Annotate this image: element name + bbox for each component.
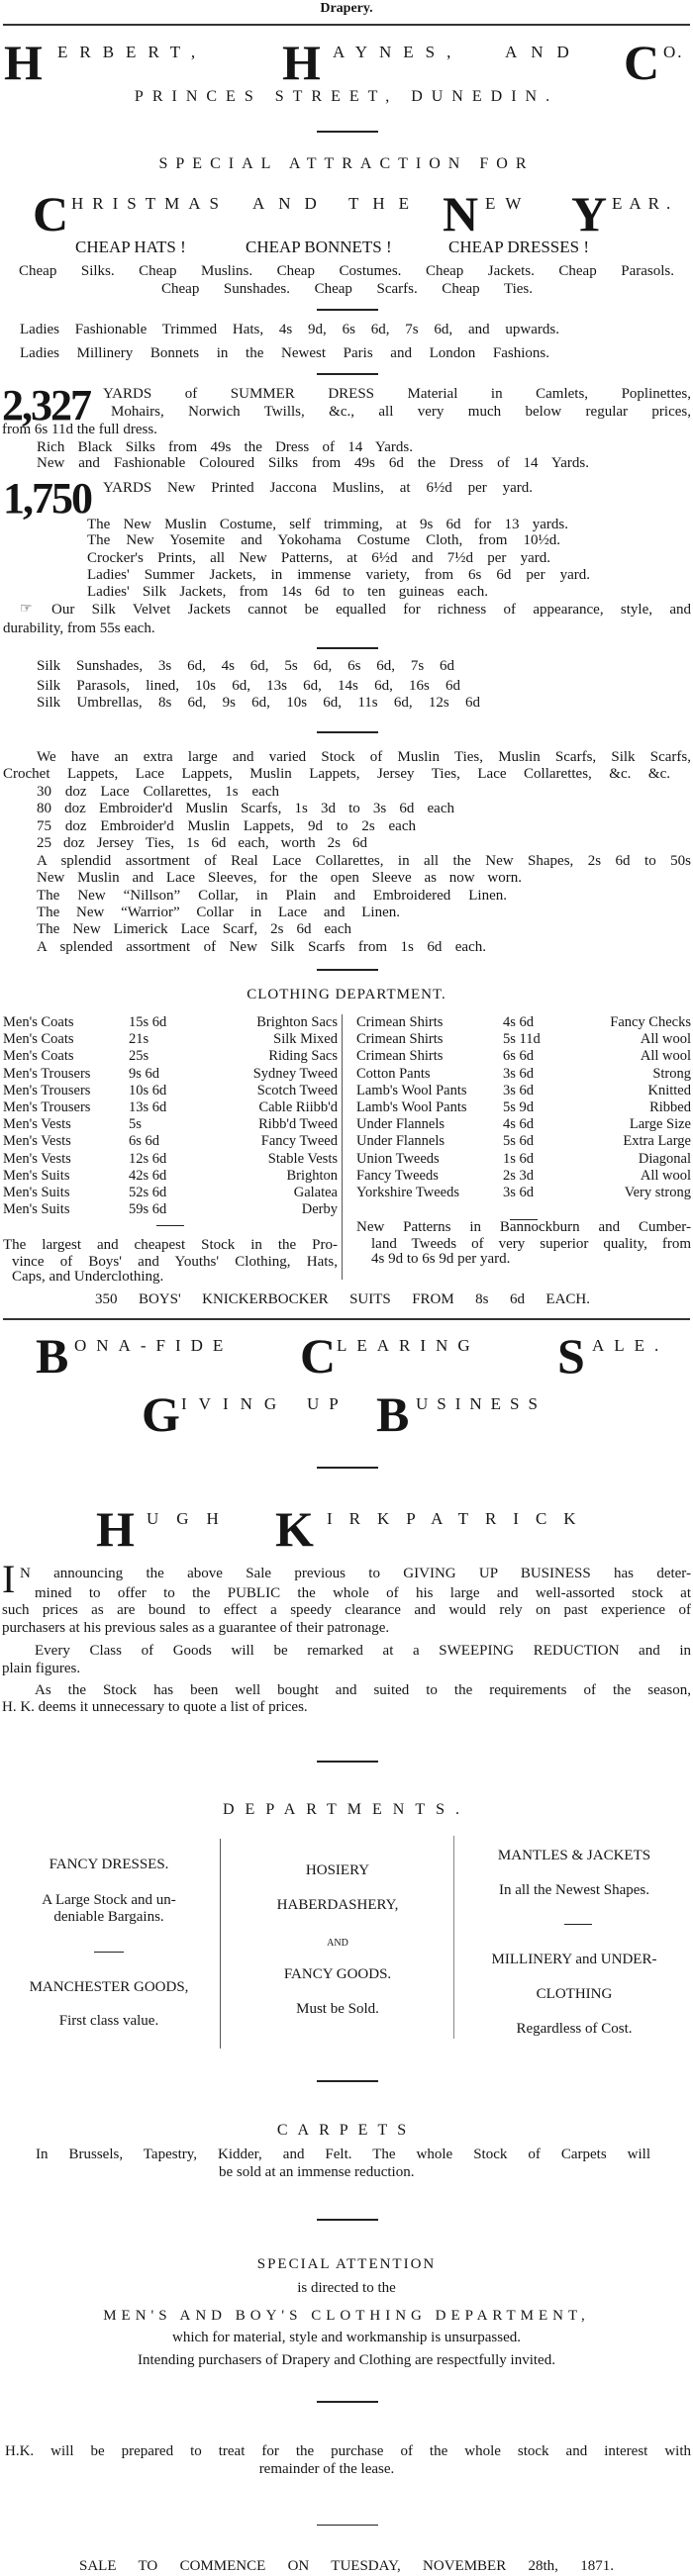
text-line: New Patterns in Bannockburn and Cumber- — [356, 1219, 691, 1235]
cheap-bonnets: CHEAP BONNETS ! — [246, 238, 392, 256]
list-item: The New “Warrior” Collar in Lace and Linen. — [37, 905, 400, 920]
item-description: Brighton Sacs — [256, 1014, 338, 1030]
sale-date: SALE TO COMMENCE ON TUESDAY, NOVEMBER 28th, 1871. — [79, 2558, 614, 2574]
item-name: Crimean Shirts — [356, 1048, 444, 1065]
text-line: We have an extra large and varied Stock of Muslin Ties, Muslin Scarfs, Silk Scarfs, — [37, 749, 691, 765]
initial: G — [142, 1386, 180, 1442]
item-name: Men's Trousers — [3, 1099, 91, 1115]
text-line: Caps, and Underclothing. — [12, 1269, 164, 1285]
item-price: 15s 6d — [129, 1014, 167, 1030]
dept-millinery: MILLINERY and UNDER- — [491, 1952, 657, 1967]
cheap-dresses: CHEAP DRESSES ! — [448, 238, 590, 256]
christmas-heading — [0, 186, 693, 244]
text-line: Crocker's Prints, all New Patterns, at 6½d and 7½d per yard. — [87, 550, 550, 566]
text-line: In Brussels, Tapestry, Kidder, and Felt. The whole Stock of Carpets will — [36, 2147, 650, 2162]
text-line: Silk Sunshades, 3s 6d, 4s 6d, 5s 6d, 6s 6d, 7s 6d — [37, 658, 454, 674]
special-attraction: SPECIAL ATTRACTION FOR — [158, 155, 535, 172]
knickerbocker-line: 350 BOYS' KNICKERBOCKER SUITS FROM 8s 6d EACH. — [95, 1291, 590, 1307]
text-line: MEN'S AND BOY'S CLOTHING DEPARTMENT, — [103, 2308, 590, 2324]
item-name: Fancy Tweeds — [356, 1167, 439, 1184]
initial: C — [300, 1328, 337, 1383]
text-line: Ladies Millinery Bonnets in the Newest Paris and London Fashions. — [20, 345, 549, 361]
item-name: Men's Trousers — [3, 1065, 91, 1082]
heading-word: UGH — [147, 1509, 237, 1528]
text-line: purchasers at his previous sales as a guarantee of their patronage. — [2, 1620, 390, 1636]
table-row — [3, 1201, 338, 1218]
item-name: Under Flannels — [356, 1133, 445, 1150]
text-line: YARDS New Printed Jaccona Muslins, at 6½d per yard. — [103, 480, 533, 496]
text-line: H.K. will be prepared to treat for the purchase of the whole stock and interest with — [5, 2443, 691, 2459]
table-row — [3, 1099, 338, 1116]
text-line: Ladies' Silk Jackets, from 14s 6d to ten guineas each. — [87, 584, 488, 600]
giving-up-business-heading — [0, 1386, 693, 1445]
text-line: is directed to the — [297, 2280, 396, 2296]
text-line: As the Stock has been well bought and suited to the requirements of the season, — [35, 1682, 691, 1698]
item-price: 25s — [129, 1048, 149, 1065]
item-description: Galatea — [293, 1185, 338, 1200]
item-description: Large Size — [629, 1116, 691, 1133]
initial: S — [557, 1328, 585, 1383]
divider — [317, 969, 378, 971]
heading-word: AND — [505, 43, 583, 61]
heading-word: ONA-FIDE — [74, 1336, 234, 1355]
divider — [3, 1318, 690, 1320]
heading-word: AND — [252, 194, 331, 213]
initial: K — [275, 1501, 314, 1557]
text-line: Regardless of Cost. — [516, 2021, 633, 2037]
text-line: 4s 9d to 6s 9d per yard. — [371, 1251, 511, 1267]
text-line: AND — [327, 1938, 348, 1949]
item-price: 4s 6d — [503, 1014, 535, 1030]
text-line: from 6s 11d the full dress. — [2, 422, 157, 437]
divider — [3, 24, 690, 26]
table-row — [3, 1116, 338, 1133]
item-name: Men's Coats — [3, 1014, 74, 1030]
item-price: 10s 6d — [129, 1082, 167, 1098]
text-line: Must be Sold. — [296, 2001, 379, 2017]
dept-manchester-goods: MANCHESTER GOODS, — [29, 1979, 189, 1995]
list-item: 25 doz Jersey Ties, 1s 6d each, worth 2s 6d — [37, 835, 367, 851]
divider — [317, 309, 378, 311]
text-line: Rich Black Silks from 49s the Dress of 14 Yards. — [37, 439, 413, 455]
item-description: All wool — [640, 1048, 691, 1065]
text-line: YARDS of SUMMER DRESS Material in Camlets, Poplinettes, — [103, 386, 691, 402]
departments-title: DEPARTMENTS. — [222, 1801, 471, 1818]
divider — [317, 731, 378, 733]
item-name: Men's Coats — [3, 1031, 74, 1048]
item-price: 2s 3d — [503, 1167, 535, 1184]
text-line: deniable Bargains. — [53, 1909, 164, 1925]
carpets-title: CARPETS — [276, 2122, 417, 2139]
cheap-hats: CHEAP HATS ! — [75, 238, 186, 256]
text-line: plain figures. — [2, 1661, 81, 1676]
item-price: 3s 6d — [503, 1185, 535, 1200]
heading-word: AYNES, — [333, 43, 463, 61]
table-row — [356, 1066, 691, 1083]
heading-word: O. — [663, 43, 684, 61]
item-price: 4s 6d — [503, 1116, 535, 1133]
list-item: A splendid assortment of Real Lace Collarettes, in all the New Shapes, 2s 6d to 50s — [37, 853, 691, 869]
item-description: Stable Vests — [267, 1150, 338, 1167]
item-price: 13s 6d — [129, 1099, 167, 1115]
item-name: Crimean Shirts — [356, 1031, 444, 1048]
table-row — [3, 1031, 338, 1048]
item-description: Cable Riibb'd — [258, 1099, 338, 1115]
table-row — [3, 1185, 338, 1201]
table-row — [356, 1031, 691, 1048]
table-row — [356, 1185, 691, 1201]
heading-word: EAR. — [612, 194, 678, 213]
item-description: Derby — [301, 1201, 338, 1218]
item-price: 52s 6d — [129, 1185, 167, 1200]
initial: C — [624, 35, 660, 90]
heading-word: LEARING — [337, 1336, 480, 1355]
heading-word: ERBERT, — [57, 43, 208, 61]
list-item: The New “Nillson” Collar, in Plain and Embroidered Linen. — [37, 888, 507, 904]
text-line: Silk Umbrellas, 8s 6d, 9s 6d, 10s 6d, 11s 6d, 12s 6d — [37, 695, 480, 711]
initial: H — [96, 1501, 135, 1557]
item-description: Ribb'd Tweed — [258, 1116, 338, 1133]
list-item: 75 doz Embroider'd Muslin Lappets, 9d to 2s each — [37, 818, 416, 834]
item-price: 9s 6d — [129, 1065, 160, 1082]
text-line: Ladies Fashionable Trimmed Hats, 4s 9d, 6s 6d, 7s 6d, and upwards. — [20, 322, 559, 337]
initial: Y — [571, 186, 608, 241]
table-row — [356, 1048, 691, 1065]
item-name: Men's Suits — [3, 1167, 70, 1184]
clothing-title: CLOTHING DEPARTMENT. — [247, 987, 446, 1002]
item-description: All wool — [640, 1167, 691, 1184]
text-line: New and Fashionable Coloured Silks from 49s 6d the Dress of 14 Yards. — [37, 455, 589, 471]
item-price: 5s 6d — [503, 1133, 535, 1150]
item-name: Men's Suits — [3, 1201, 70, 1218]
text-line: The New Yosemite and Yokohama Costume Cloth, from 10½d. — [87, 532, 560, 548]
item-price: 3s 6d — [503, 1065, 535, 1082]
list-item: 80 doz Embroider'd Muslin Scarfs, 1s 3d to 3s 6d each — [37, 801, 454, 816]
item-name: Crimean Shirts — [356, 1014, 444, 1030]
item-price: 5s 9d — [503, 1099, 535, 1115]
text-line: The New Muslin Costume, self trimming, at 9s 6d for 13 yards. — [87, 517, 568, 532]
initial: H — [4, 35, 43, 90]
table-row — [356, 1168, 691, 1185]
list-item: The New Limerick Lace Scarf, 2s 6d each — [37, 921, 351, 937]
initial: H — [282, 35, 321, 90]
heading-word: THE — [348, 194, 424, 213]
item-description: Extra Large — [623, 1133, 691, 1150]
text-line: H. K. deems it unnecessary to quote a list of prices. — [2, 1699, 308, 1715]
divider — [317, 2219, 378, 2221]
herbert-haynes-heading — [0, 35, 693, 93]
dept-fancy-dresses: FANCY DRESSES. — [49, 1857, 169, 1872]
heading-word: USINESS — [416, 1394, 546, 1413]
table-row — [3, 1151, 338, 1168]
item-price: 5s 11d — [503, 1031, 541, 1048]
item-description: Riding Sacs — [268, 1048, 338, 1065]
table-row — [356, 1116, 691, 1133]
heading-word: IVING — [181, 1394, 289, 1413]
text-line: Ladies' Summer Jackets, in immense variety, from 6s 6d per yard. — [87, 567, 590, 583]
text-line: which for material, style and workmanship is unsurpassed. — [171, 2330, 521, 2345]
text-line: Intending purchasers of Drapery and Clothing are respectfully invited. — [138, 2352, 555, 2368]
dept-fancy-goods: FANCY GOODS. — [283, 1966, 392, 1982]
list-item: 30 doz Lace Collarettes, 1s each — [37, 784, 279, 800]
table-row — [3, 1048, 338, 1065]
divider — [317, 1761, 378, 1763]
divider — [94, 1952, 124, 1953]
item-description: Very strong — [624, 1185, 691, 1200]
table-row — [3, 1083, 338, 1099]
list-item: A splended assortment of New Silk Scarfs from 1s 6d each. — [37, 939, 486, 955]
text-line: A Large Stock and un- — [42, 1892, 176, 1908]
table-row — [356, 1083, 691, 1099]
item-name: Men's Vests — [3, 1116, 71, 1133]
hugh-kirkpatrick-heading — [0, 1501, 693, 1560]
column-divider — [453, 1836, 454, 2039]
table-row — [356, 1151, 691, 1168]
item-description: Knitted — [647, 1082, 691, 1098]
table-row — [356, 1014, 691, 1031]
initial: B — [376, 1386, 410, 1442]
divider — [317, 2080, 378, 2082]
item-name: Men's Suits — [3, 1185, 70, 1200]
item-description: Fancy Checks — [610, 1014, 691, 1030]
table-row — [3, 1066, 338, 1083]
table-row — [3, 1133, 338, 1150]
text-line: N announcing the above Sale previous to GIVING UP BUSINESS has deter- — [20, 1566, 691, 1581]
cheap-line: Cheap Silks. Cheap Muslins. Cheap Costumes. Cheap Jackets. Cheap Parasols. — [19, 263, 674, 279]
divider — [317, 131, 378, 133]
item-name: Lamb's Wool Pants — [356, 1082, 467, 1098]
table-row — [356, 1099, 691, 1116]
dept-underclothing: CLOTHING — [536, 1986, 613, 2002]
item-price: 5s — [129, 1116, 142, 1133]
address: PRINCES STREET, DUNEDIN. — [134, 88, 559, 105]
divider — [317, 1467, 378, 1469]
heading-word: HRISTMAS — [71, 194, 228, 213]
muslin-yards-number: 1,750 — [3, 474, 91, 523]
text-line: vince of Boys' and Youths' Clothing, Hats, — [12, 1254, 338, 1270]
initial: B — [36, 1328, 69, 1383]
column-divider — [342, 1014, 343, 1280]
initial: N — [443, 186, 479, 241]
divider — [317, 373, 378, 375]
pointing-hand-icon: ☞ — [20, 602, 33, 617]
text-line: Our Silk Velvet Jackets cannot be equalled for richness of appearance, style, and — [51, 602, 691, 618]
item-name: Men's Vests — [3, 1133, 71, 1150]
item-name: Yorkshire Tweeds — [356, 1185, 459, 1200]
table-row — [3, 1014, 338, 1031]
item-description: All wool — [640, 1031, 691, 1048]
bona-fide-heading — [0, 1328, 693, 1386]
divider — [317, 2525, 378, 2526]
item-price: 3s 6d — [503, 1082, 535, 1098]
text-line: mined to offer to the PUBLIC the whole of his large and well-assorted stock at — [35, 1585, 691, 1601]
item-price: 59s 6d — [129, 1201, 167, 1218]
item-price: 21s — [129, 1031, 149, 1048]
heading-word: IRKPATRICK — [327, 1509, 593, 1528]
divider — [317, 647, 378, 649]
dept-mantles-jackets: MANTLES & JACKETS — [497, 1848, 651, 1863]
text-line: Silk Parasols, lined, 10s 6d, 13s 6d, 14s 6d, 16s 6d — [37, 678, 460, 694]
text-line: such prices as are bound to effect a speedy clearance and would rely on past experience of — [2, 1602, 691, 1618]
table-row — [356, 1133, 691, 1150]
text-line: Every Class of Goods will be remarked at a SWEEPING REDUCTION and in — [35, 1643, 691, 1659]
item-price: 6s 6d — [129, 1133, 160, 1150]
heading-word: ALE. — [592, 1336, 669, 1355]
text-line: First class value. — [58, 2013, 159, 2029]
item-name: Under Flannels — [356, 1116, 445, 1133]
text-line: The largest and cheapest Stock in the Pro- — [3, 1237, 338, 1253]
text-line: be sold at an immense reduction. — [219, 2164, 415, 2180]
item-price: 12s 6d — [129, 1150, 167, 1167]
item-name: Union Tweeds — [356, 1150, 440, 1167]
item-description: Diagonal — [638, 1150, 691, 1167]
item-name: Cotton Pants — [356, 1065, 431, 1082]
column-divider — [220, 1839, 221, 2049]
section-label: Drapery. — [320, 1, 373, 16]
divider — [156, 1225, 184, 1226]
heading-word: EW — [485, 194, 532, 213]
text-line: land Tweeds of very superior quality, from — [371, 1236, 691, 1252]
list-item: New Muslin and Lace Sleeves, for the open Sleeve as now worn. — [37, 870, 522, 886]
item-name: Men's Coats — [3, 1048, 74, 1065]
text-line: In all the Newest Shapes. — [498, 1882, 650, 1898]
drop-cap: I — [2, 1557, 16, 1601]
cheap-line: Cheap Sunshades. Cheap Scarfs. Cheap Ties. — [161, 281, 533, 297]
item-description: Ribbed — [649, 1099, 691, 1115]
item-name: Men's Vests — [3, 1150, 71, 1167]
text-line: remainder of the lease. — [258, 2461, 395, 2477]
table-row — [3, 1168, 338, 1185]
item-description: Sydney Tweed — [252, 1065, 338, 1082]
item-price: 6s 6d — [503, 1048, 535, 1065]
item-price: 1s 6d — [503, 1150, 535, 1167]
item-price: 42s 6d — [129, 1167, 167, 1184]
divider — [564, 1924, 592, 1925]
item-name: Men's Trousers — [3, 1082, 91, 1098]
text-line: durability, from 55s each. — [3, 620, 155, 636]
item-name: Lamb's Wool Pants — [356, 1099, 467, 1115]
initial: C — [33, 186, 69, 241]
item-description: Brighton — [286, 1167, 338, 1184]
dept-hosiery: HOSIERY — [305, 1862, 370, 1878]
dress-yards-number: 2,327 — [2, 381, 90, 429]
dept-haberdashery: HABERDASHERY, — [276, 1897, 399, 1913]
text-line: Mohairs, Norwich Twills, &c., all very much below regular prices, — [111, 404, 691, 420]
item-description: Scotch Tweed — [256, 1082, 338, 1098]
heading-word: UP — [307, 1394, 348, 1413]
special-attention-title: SPECIAL ATTENTION — [256, 2256, 437, 2272]
item-description: Fancy Tweed — [260, 1133, 338, 1150]
text-line: Crochet Lappets, Lace Lappets, Muslin Lappets, Jersey Ties, Lace Collarettes, &c. &c. — [3, 766, 670, 782]
divider — [317, 2401, 378, 2403]
item-description: Silk Mixed — [273, 1031, 338, 1048]
item-description: Strong — [652, 1065, 691, 1082]
